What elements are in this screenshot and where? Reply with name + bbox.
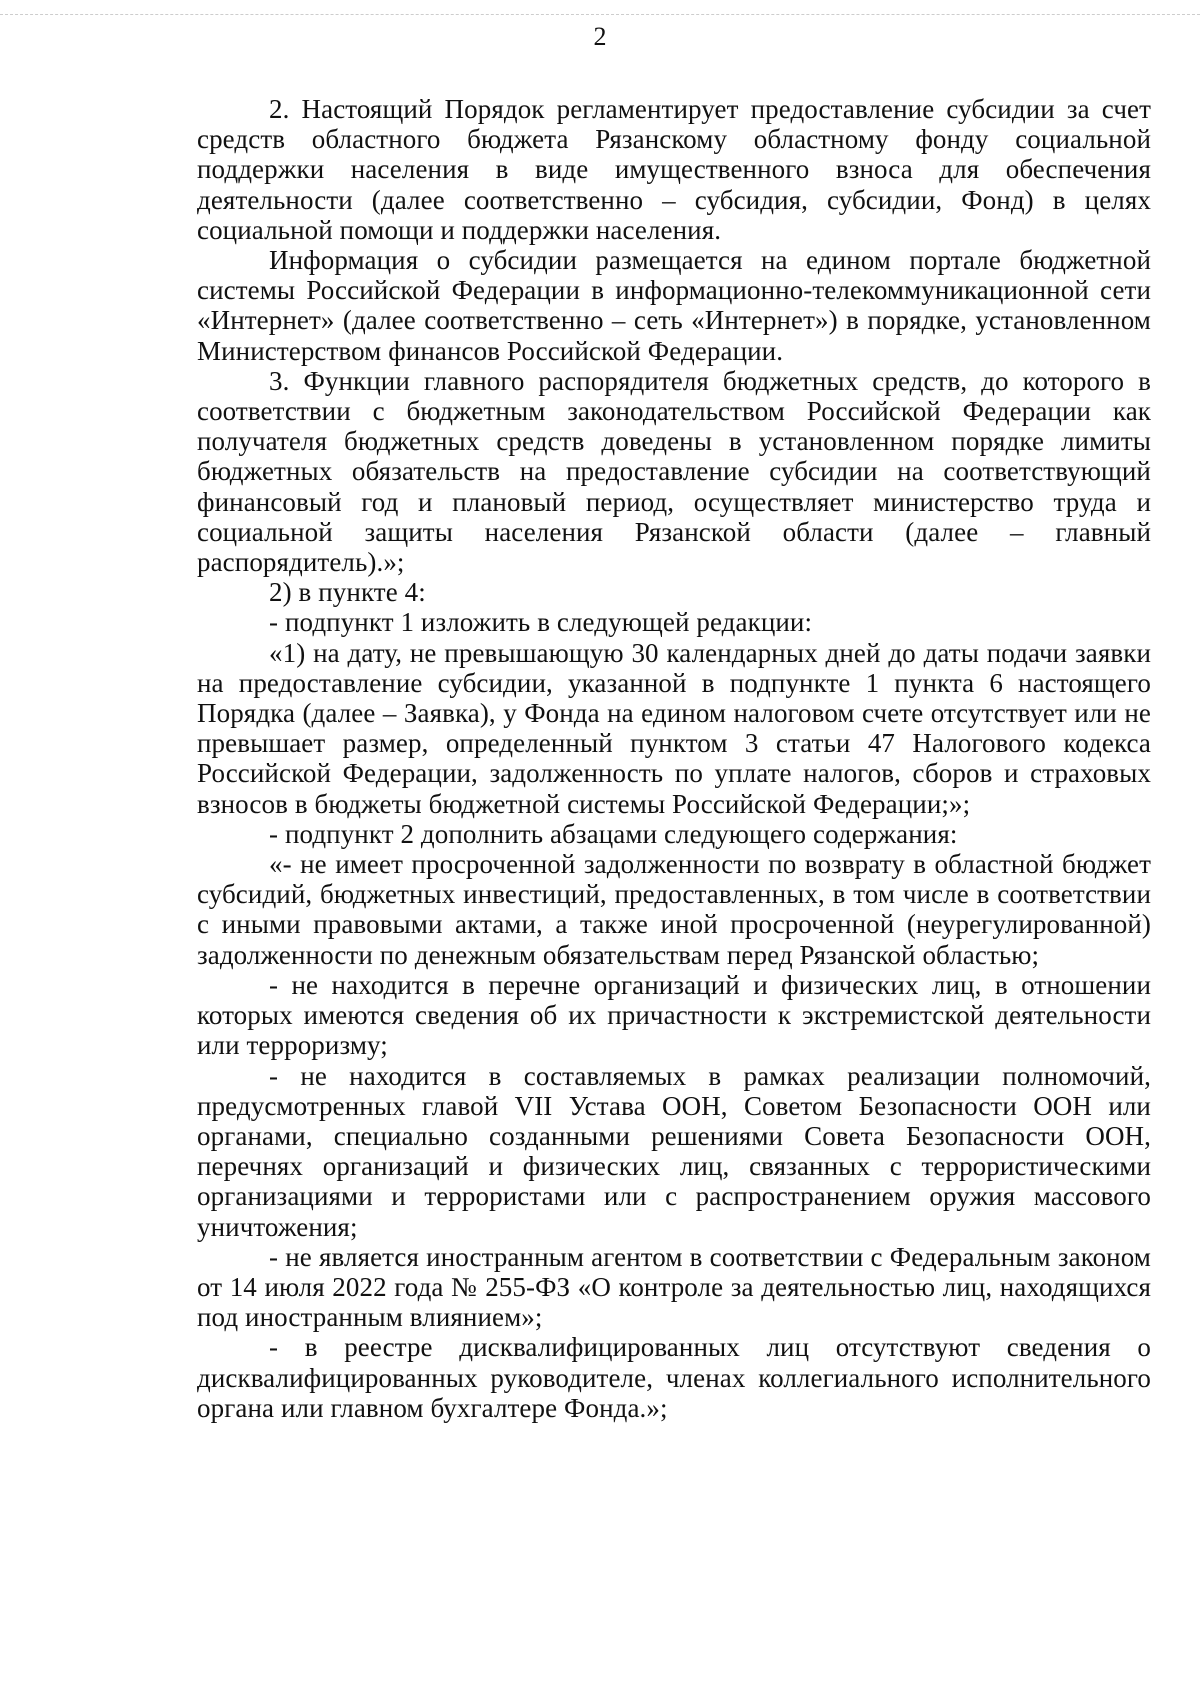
paragraph-3-chief-administrator: 3. Функции главного распорядителя бюджетных средств, до которого в соответствии с бюджетным законодательством Российской Федерации как получателя бюджетных средств доведены в установленном порядке лимиты бюджетных обязательств на предоставление субсидии на соответствующий финансовый год и плановый период, осуществляет министерство труда и социальной защиты населения Рязанской области (далее – главный распорядитель).»; [197, 365, 1151, 578]
paragraph-subitem-1-instruction: - подпункт 1 изложить в следующей редакции: [269, 607, 813, 638]
paragraph-not-in-un-lists: - не находится в составляемых в рамках реализации полномочий, предусмотренных главой VII Устава ООН, Советом Безопасности ООН или органами, специально созданными решениями Совета Безопасности ООН, перечнях организаций и физических лиц, связанных с террористическими организациями и террористами или с распространением оружия массового уничтожения; [197, 1060, 1151, 1242]
paragraph-disqualified-persons: - в реестре дисквалифицированных лиц отсутствуют сведения о дисквалифицированных руководителе, членах коллегиального исполнительного органа или главном бухгалтере Фонда.»; [197, 1332, 1151, 1423]
paragraph-2-subsidy-scope: 2. Настоящий Порядок регламентирует предоставление субсидии за счет средств областного бюджета Рязанскому областному фонду социальной поддержки населения в виде имущественного взноса для обеспечения деятельности (далее соответственно – субсидия, субсидии, Фонд) в целях социальной помощи и поддержки населения. [197, 94, 1151, 245]
paragraph-subitem-1-text: «1) на дату, не превышающую 30 календарных дней до даты подачи заявки на предоставление субсидии, указанной в подпункте 1 пункта 6 настоящего Порядка (далее – Заявка), у Фонда на едином налоговом счете отсутствует или не превышает размер, определенный пунктом 3 статьи 47 Налогового кодекса Российской Федерации, задолженность по уплате налогов, сборов и страховых взносов в бюджеты бюджетной системы Российской Федерации;»; [197, 637, 1151, 819]
document-body [197, 94, 1151, 1423]
paragraph-item-4-heading: 2) в пункте 4: [269, 577, 426, 608]
page-number: 2 [593, 22, 607, 51]
paragraph-not-in-extremist-list: - не находится в перечне организаций и физических лиц, в отношении которых имеются сведения об их причастности к экстремистской деятельности или терроризму; [197, 969, 1151, 1061]
paragraph-subitem-2-instruction: - подпункт 2 дополнить абзацами следующего содержания: [269, 818, 958, 849]
scan-edge-artifact [0, 14, 1200, 19]
paragraph-subsidy-information: Информация о субсидии размещается на едином портале бюджетной системы Российской Федерации в информационно-телекоммуникационной сети «Интернет» (далее соответственно – сеть «Интернет») в порядке, установленном Министерством финансов Российской Федерации. [197, 245, 1151, 366]
paragraph-not-foreign-agent: - не является иностранным агентом в соответствии с Федеральным законом от 14 июля 2022 года № 255-ФЗ «О контроле за деятельностью лиц, находящихся под иностранным влиянием»; [197, 1241, 1151, 1333]
paragraph-no-overdue-debt: «- не имеет просроченной задолженности по возврату в областной бюджет субсидий, бюджетных инвестиций, предоставленных, в том числе в соответствии с иными правовыми актами, а также иной просроченной (неурегулированной) задолженности по денежным обязательствам перед Рязанской областью; [197, 849, 1151, 970]
